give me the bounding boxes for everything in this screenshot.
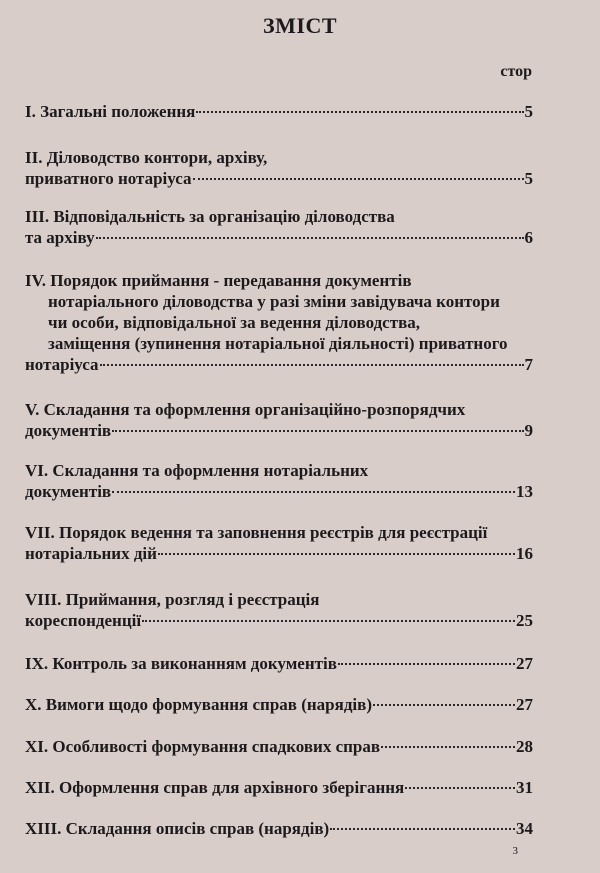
toc-entry[interactable] <box>25 653 533 674</box>
toc-entry-page: 34 <box>516 819 533 838</box>
toc-entry-page: 27 <box>516 695 533 714</box>
toc-entry-title-cont: нотаріуса <box>25 355 99 374</box>
dot-leader <box>196 111 523 113</box>
toc-entry[interactable] <box>25 399 533 441</box>
toc-entry-title: ХІІІ. Складання описів справ (нарядів) <box>25 819 330 838</box>
dot-leader <box>112 491 515 493</box>
toc-entry[interactable] <box>25 777 533 798</box>
toc-entry-title: IV. Порядок приймання - передавання документів <box>25 271 412 290</box>
toc-entry[interactable] <box>25 206 533 248</box>
toc-entry-title: ІІІ. Відповідальність за організацію діловодства <box>25 207 395 226</box>
toc-entry-page: 7 <box>524 355 533 374</box>
dot-leader <box>338 663 515 665</box>
toc-entry-title: Х. Вимоги щодо формування справ (нарядів) <box>25 695 372 714</box>
dot-leader <box>193 178 524 180</box>
toc-entry-title-cont: кореспонденції <box>25 611 142 630</box>
toc-entry-title-cont: та архіву <box>25 228 95 247</box>
toc-entry[interactable] <box>25 522 533 564</box>
toc-entry-title-cont: приватного нотаріуса <box>25 169 192 188</box>
dot-leader <box>112 430 523 432</box>
toc-entry-title: ІІ. Діловодство контори, архіву, <box>25 148 268 167</box>
page-number: 3 <box>512 845 518 857</box>
toc-entry-page: 27 <box>516 654 533 673</box>
toc-entry[interactable] <box>25 589 533 631</box>
toc-entry-page: 5 <box>524 169 533 188</box>
toc-entry-title: ХІ. Особливості формування спадкових справ <box>25 737 381 756</box>
page-column-label: стор <box>500 63 532 80</box>
toc-entry-title-cont: документів <box>25 421 112 440</box>
dot-leader <box>142 620 515 622</box>
toc-entry-title-cont: нотаріальних дій <box>25 544 157 563</box>
toc-entry[interactable] <box>25 818 533 839</box>
toc-entry-title: VII. Порядок ведення та заповнення реєстрів для реєстрації <box>25 523 488 542</box>
toc-entry[interactable] <box>25 694 533 715</box>
toc-entry[interactable] <box>25 270 533 375</box>
toc-entry-page: 31 <box>516 778 533 797</box>
toc-entry-title: VI. Складання та оформлення нотаріальних <box>25 461 369 480</box>
toc-entry-page: 16 <box>516 544 533 563</box>
page-title: ЗМІСТ <box>263 13 337 38</box>
dot-leader <box>96 237 524 239</box>
toc-entry-title: ХІІ. Оформлення справ для архівного зберігання <box>25 778 405 797</box>
toc-entry-title: І. Загальні положення <box>25 102 196 121</box>
dot-leader <box>158 553 515 555</box>
toc-entry-title-cont: документів <box>25 482 112 501</box>
toc-entry-page: 25 <box>516 611 533 630</box>
toc-entry-page: 5 <box>524 102 533 121</box>
toc-entry-title: V. Складання та оформлення організаційно-розпорядчих <box>25 400 466 419</box>
toc-entry-title-cont: нотаріального діловодства у разі зміни завідувача контори <box>48 292 500 311</box>
toc-entry-page: 28 <box>516 737 533 756</box>
toc-entry[interactable] <box>25 147 533 189</box>
dot-leader <box>405 787 515 789</box>
toc-entry-page: 6 <box>524 228 533 247</box>
toc-entry-page: 13 <box>516 482 533 501</box>
toc-entry-page: 9 <box>524 421 533 440</box>
toc-entry-title: ІХ. Контроль за виконанням документів <box>25 654 337 673</box>
toc-entry-title-cont: чи особи, відповідальної за ведення діловодства, <box>48 313 420 332</box>
dot-leader <box>330 828 515 830</box>
dot-leader <box>381 746 515 748</box>
dot-leader <box>100 364 524 366</box>
toc-entry[interactable] <box>25 460 533 502</box>
toc-entry-title: VIII. Приймання, розгляд і реєстрація <box>25 590 320 609</box>
toc-entry[interactable] <box>25 736 533 757</box>
toc-entry[interactable] <box>25 101 533 122</box>
toc-entry-title-cont: заміщення (зупинення нотаріальної діяльності) приватного <box>48 334 508 353</box>
dot-leader <box>373 704 515 706</box>
